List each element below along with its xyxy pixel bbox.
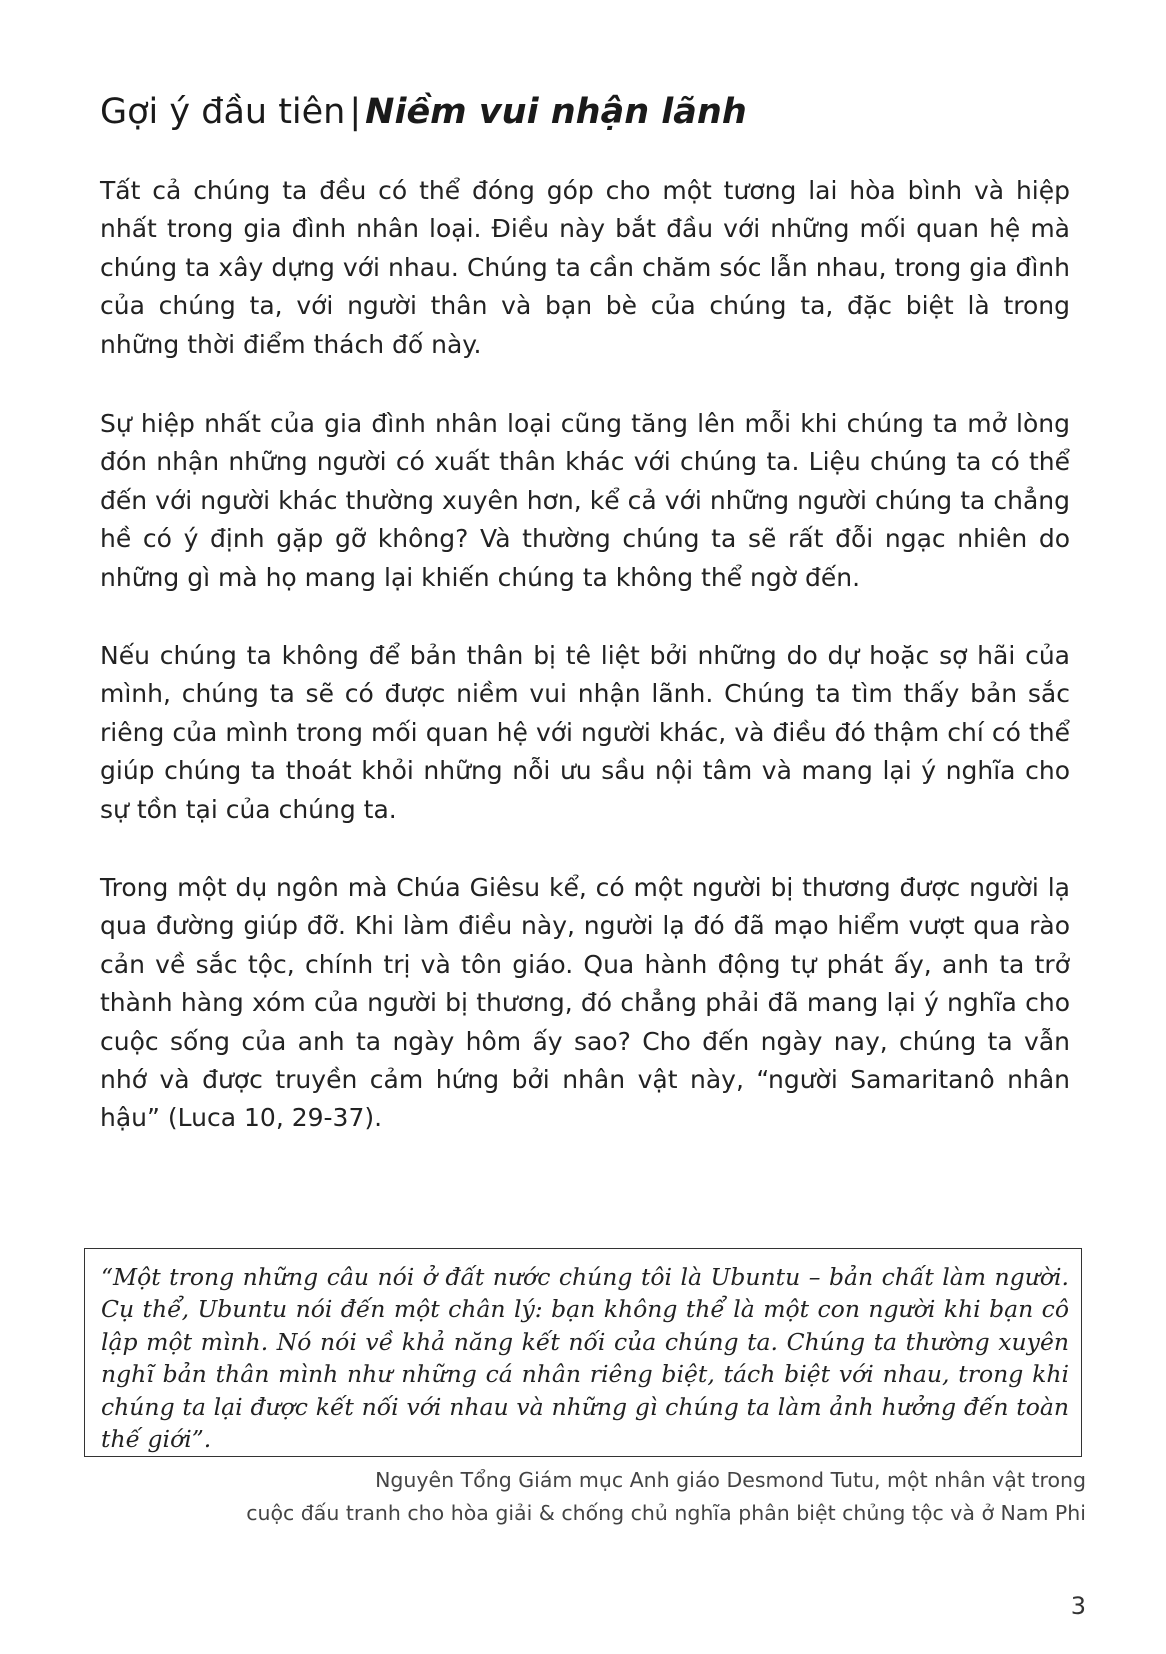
attribution-line-2: cuộc đấu tranh cho hòa giải & chống chủ nghĩa phân biệt chủng tộc và ở Nam Phi	[246, 1501, 1086, 1525]
quote-attribution	[86, 1464, 1086, 1530]
quote-box	[84, 1248, 1082, 1457]
heading-separator: |	[349, 92, 362, 132]
paragraph-1: Tất cả chúng ta đều có thể đóng góp cho một tương lai hòa bình và hiệp nhất trong gia đình nhân loại. Điều này bắt đầu với những mối quan hệ mà chúng ta xây dựng với nhau. Chúng ta cần chăm sóc lẫn nhau, trong gia đình của chúng ta, với người thân và bạn bè của chúng ta, đặc biệt là trong những thời điểm thách đố này.	[100, 176, 1070, 359]
quote-text: “Một trong những câu nói ở đất nước chúng tôi là Ubuntu – bản chất làm người. Cụ thể, Ubuntu nói đến một chân lý: bạn không thể là một con người khi bạn cô lập một mình. Nó nói về khả năng kết nối của chúng ta. Chúng ta thường xuyên nghĩ bản thân mình như những cá nhân riêng biệt, tách biệt với nhau, trong khi chúng ta lại được kết nối với nhau và những gì chúng ta làm ảnh hưởng đến toàn thế giới”.	[101, 1263, 1069, 1454]
attribution-line-1: Nguyên Tổng Giám mục Anh giáo Desmond Tutu, một nhân vật trong	[375, 1468, 1086, 1492]
heading-prefix: Gợi ý đầu tiên	[100, 92, 346, 132]
heading-emphasis: Niềm vui nhận lãnh	[365, 92, 747, 132]
paragraph-4: Trong một dụ ngôn mà Chúa Giêsu kể, có một người bị thương được người lạ qua đường giúp đỡ. Khi làm điều này, người lạ đó đã mạo hiểm vượt qua rào cản về sắc tộc, chính trị và tôn giáo. Qua hành động tự phát ấy, anh ta trở thành hàng xóm của người bị thương, đó chẳng phải đã mang lại ý nghĩa cho cuộc sống của anh ta ngày hôm ấy sao? Cho đến ngày nay, chúng ta vẫn nhớ và được truyền cảm hứng bởi nhân vật này, “người Samaritanô nhân hậu” (Luca 10, 29-37).	[100, 873, 1070, 1133]
paragraph-2: Sự hiệp nhất của gia đình nhân loại cũng tăng lên mỗi khi chúng ta mở lòng đón nhận những người có xuất thân khác với chúng ta. Liệu chúng ta có thể đến với người khác thường xuyên hơn, kể cả với những người chúng ta chẳng hề có ý định gặp gỡ không? Và thường chúng ta sẽ rất đỗi ngạc nhiên do những gì mà họ mang lại khiến chúng ta không thể ngờ đến.	[100, 409, 1070, 592]
page-heading	[100, 90, 747, 134]
page-number: 3	[1070, 1592, 1086, 1620]
paragraph-3: Nếu chúng ta không để bản thân bị tê liệt bởi những do dự hoặc sợ hãi của mình, chúng ta sẽ có được niềm vui nhận lãnh. Chúng ta tìm thấy bản sắc riêng của mình trong mối quan hệ với người khác, và điều đó thậm chí có thể giúp chúng ta thoát khỏi những nỗi ưu sầu nội tâm và mang lại ý nghĩa cho sự tồn tại của chúng ta.	[100, 641, 1070, 824]
